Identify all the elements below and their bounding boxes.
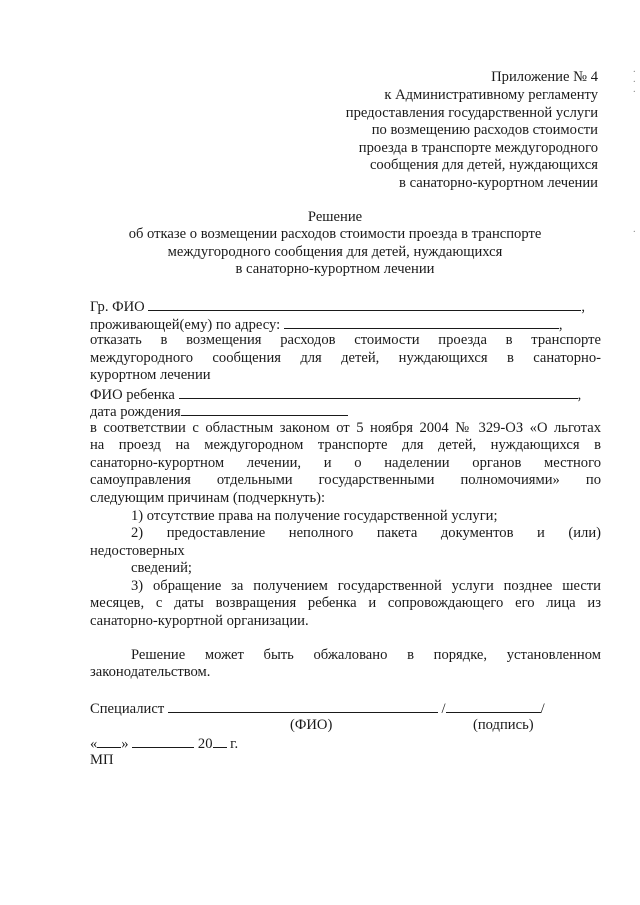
birth-date-field[interactable] — [181, 401, 348, 416]
slash: / — [540, 701, 545, 717]
law-line: санаторно-курортном лечении, и о наделении органов местного — [90, 455, 601, 471]
appendix-line: в санаторно-курортном лечении — [399, 175, 598, 191]
law-line: в соответствии с областным законом от 5 ноября 2004 № 329-ОЗ «О льготах — [90, 420, 601, 436]
birth-row — [90, 401, 348, 421]
stamp-label: МП — [90, 752, 114, 768]
appendix-line: Приложение № 4 — [491, 69, 598, 85]
comma: , — [558, 317, 563, 333]
child-fio-field[interactable] — [179, 384, 578, 399]
title-line: междугородного сообщения для детей, нуждающихся — [167, 244, 503, 260]
appendix-line: к Административному регламенту — [384, 87, 598, 103]
month-field[interactable] — [132, 733, 194, 748]
reason-2-cont: сведений; — [131, 560, 192, 576]
appendix-line: по возмещению расходов стоимости — [371, 122, 598, 138]
fio-row — [90, 296, 585, 316]
specialist-label: Специалист — [90, 701, 165, 717]
signature-field[interactable] — [446, 698, 541, 713]
reason-3-cont: санаторно-курортной организации. — [90, 613, 309, 629]
scan-speck: · — [632, 227, 636, 238]
reason-3[interactable]: 3) обращение за получением государственной услуги позднее шести — [131, 578, 601, 594]
reason-2-cont: недостоверных — [90, 543, 185, 559]
fio-field[interactable] — [148, 296, 581, 311]
date-row — [90, 733, 238, 753]
reason-2[interactable]: 2) предоставление неполного пакета документов и (или) — [131, 525, 601, 541]
child-label: ФИО ребенка — [90, 387, 175, 403]
refuse-line: курортном лечении — [90, 367, 211, 383]
appeal-line: законодательством. — [90, 664, 211, 680]
birth-label: дата рождения — [90, 404, 181, 420]
fio-label: Гр. ФИО — [90, 299, 145, 315]
address-field[interactable] — [284, 314, 559, 329]
appendix-line: предоставления государственной услуги — [345, 105, 598, 121]
year-prefix: 20 — [197, 736, 213, 752]
comma: , — [577, 387, 582, 403]
law-line: самоуправления отдельными государственными полномочиями» по — [90, 472, 601, 488]
day-field[interactable] — [97, 733, 121, 748]
appendix-line: сообщения для детей, нуждающихся — [369, 157, 598, 173]
law-line: на проезд на междугородном транспорте для детей, нуждающихся в — [90, 437, 601, 453]
signature-caption: (подпись) — [473, 717, 534, 733]
refuse-line: междугородного сообщения для детей, нуждающихся в санаторно- — [90, 350, 601, 366]
appendix-line: проезда в транспорте междугородного — [358, 140, 598, 156]
scan-speck: · · · — [632, 67, 636, 98]
quote-open: « — [90, 736, 98, 752]
year-field[interactable] — [213, 733, 227, 748]
quote-close: » — [121, 736, 129, 752]
title-line: в санаторно-курортном лечении — [235, 261, 435, 277]
reason-3-cont: месяцев, с даты возвращения ребенка и сопровождающего его лица из — [90, 595, 601, 611]
appeal-line: Решение может быть обжаловано в порядке, установленном — [131, 647, 601, 663]
specialist-fio-field[interactable] — [168, 698, 438, 713]
document-title: Решение — [307, 209, 363, 225]
refuse-line: отказать в возмещения расходов стоимости проезда в транспорте — [90, 332, 601, 348]
title-line: об отказе о возмещении расходов стоимости проезда в транспорте — [128, 226, 542, 242]
law-line: следующим причинам (подчеркнуть): — [90, 490, 326, 506]
reason-1[interactable]: 1) отсутствие права на получение государственной услуги; — [131, 508, 498, 524]
slash: / — [441, 701, 446, 717]
fio-caption: (ФИО) — [290, 717, 333, 733]
specialist-row — [90, 698, 545, 718]
comma: , — [581, 299, 586, 315]
address-label: проживающей(ему) по адресу: — [90, 317, 281, 333]
year-suffix: г. — [230, 736, 239, 752]
